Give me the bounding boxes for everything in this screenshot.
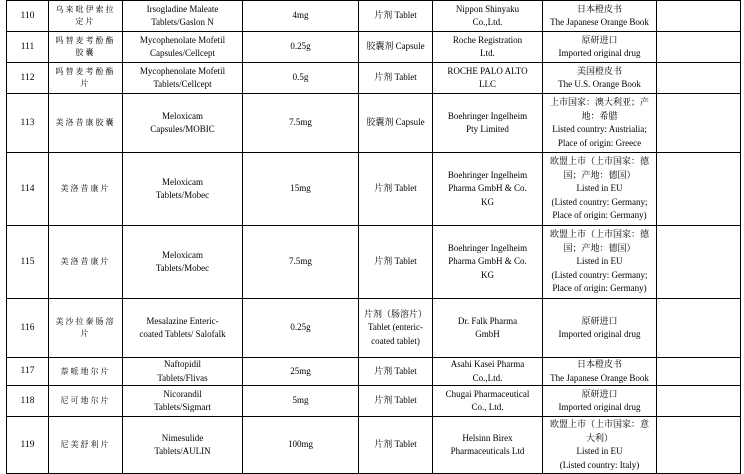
dosage-form-cell	[359, 386, 433, 417]
reference-source-cell	[543, 226, 657, 299]
reference-source-cell-line: 国；产地：德国）	[563, 169, 636, 180]
license-holder-cell-line: Pty Limited	[466, 124, 509, 134]
license-holder-cell-line: Co., Ltd.	[471, 402, 504, 412]
chinese-name-cell	[49, 299, 123, 358]
row-number-cell: 114	[7, 153, 49, 226]
specification-cell: 7.5mg	[243, 226, 359, 299]
specification-cell: 5mg	[243, 386, 359, 417]
dosage-form-cell	[359, 417, 433, 474]
english-name-cell-line: Tablets/Cellcept	[153, 79, 212, 89]
license-holder-cell-line: Roche Registration	[452, 34, 523, 45]
chinese-name-cell-line: 美洛昔康胶囊	[55, 118, 116, 127]
reference-source-cell-line: Listed in EU	[576, 446, 623, 456]
reference-source-cell	[543, 358, 657, 386]
reference-source-cell-line: 美国橙皮书	[576, 65, 622, 76]
english-name-cell-line: Mesalazine Enteric-	[146, 315, 219, 326]
specification-cell: 4mg	[243, 1, 359, 32]
reference-source-cell-line: Listed in EU	[576, 256, 623, 267]
english-name-cell-line: Tablets/Sigmart	[154, 402, 211, 412]
chinese-name-cell	[49, 386, 123, 417]
license-holder-cell	[433, 1, 543, 32]
table-row	[7, 386, 741, 417]
reference-source-cell-line: 原研进口	[581, 388, 618, 399]
chinese-name-cell-line: 定片	[75, 17, 96, 26]
empty-cell	[657, 358, 741, 386]
reference-source-cell-line: Place of origin: Germany)	[552, 210, 647, 221]
english-name-cell	[123, 1, 243, 32]
reference-source-cell-line: 国；产地：德国）	[563, 242, 636, 253]
reference-source-cell	[543, 299, 657, 358]
reference-source-cell-line: 欧盟上市（上市国家：德	[549, 156, 649, 167]
license-holder-cell-line: GmbH	[475, 329, 500, 339]
chinese-name-cell-line: 尼可地尔片	[60, 396, 111, 405]
license-holder-cell-line: Boehringer Ingelheim	[447, 110, 528, 121]
english-name-cell-line: Irsogladine Maleate	[146, 3, 219, 14]
english-name-cell-line: Capsules/Cellcept	[150, 48, 215, 58]
dosage-form-cell	[359, 1, 433, 32]
table-row	[7, 94, 741, 153]
english-name-cell	[123, 63, 243, 94]
english-name-cell-line: Meloxicam	[162, 110, 203, 121]
dosage-form-cell	[359, 94, 433, 153]
license-holder-cell-line: Dr. Falk Pharma	[457, 315, 518, 326]
empty-cell	[657, 94, 741, 153]
specification-cell: 0.5g	[243, 63, 359, 94]
license-holder-cell	[433, 94, 543, 153]
license-holder-cell	[433, 226, 543, 299]
table-row	[7, 417, 741, 474]
reference-source-cell-line: The Japanese Orange Book	[550, 17, 649, 27]
english-name-cell-line: Mycophenolate Mofetil	[139, 65, 226, 76]
chinese-name-cell	[49, 153, 123, 226]
dosage-form-cell-line: 胶囊剂 Capsule	[366, 117, 425, 128]
specification-cell: 0.25g	[243, 32, 359, 63]
english-name-cell-line: Tablets/Mobec	[155, 263, 210, 273]
table-row	[7, 299, 741, 358]
row-number-cell: 117	[7, 358, 49, 386]
empty-cell	[657, 226, 741, 299]
table-row	[7, 226, 741, 299]
english-name-cell-line: Tablets/Flivas	[157, 372, 208, 383]
english-name-cell-line: Tablets/Gaslon N	[151, 17, 214, 27]
reference-source-cell	[543, 417, 657, 474]
dosage-form-cell-line: coated tablet)	[371, 335, 420, 346]
english-name-cell-line: Naftopidil	[164, 359, 201, 369]
chinese-name-cell	[49, 32, 123, 63]
chinese-name-cell-line: 美洛昔康片	[60, 257, 111, 266]
empty-cell	[657, 1, 741, 32]
english-name-cell	[123, 153, 243, 226]
english-name-cell	[123, 32, 243, 63]
dosage-form-cell-line: 片剂 Tablet	[374, 183, 417, 194]
license-holder-cell-line: ROCHE PALO ALTO	[447, 65, 528, 76]
reference-source-cell-line: (Listed country: Italy)	[559, 459, 640, 470]
empty-cell	[657, 299, 741, 358]
license-holder-cell-line: Chugai Pharmaceutical	[445, 388, 530, 399]
empty-cell	[657, 63, 741, 94]
english-name-cell-line: Nicorandil	[163, 388, 202, 399]
reference-source-cell	[543, 32, 657, 63]
english-name-cell	[123, 417, 243, 474]
dosage-form-cell-line: 片剂 Tablet	[374, 439, 417, 450]
row-number-cell: 118	[7, 386, 49, 417]
reference-source-cell-line: 大利）	[585, 432, 613, 443]
english-name-cell-line: Tablets/Mobec	[155, 190, 210, 200]
table-row	[7, 1, 741, 32]
empty-cell	[657, 417, 741, 474]
license-holder-cell	[433, 417, 543, 474]
reference-source-cell-line: Listed country: Austrialia;	[552, 124, 647, 134]
chinese-name-cell-line: 美洛昔康片	[60, 184, 111, 193]
license-holder-cell-line: Pharma GmbH & Co.	[448, 183, 527, 194]
dosage-form-cell-line: 片剂 Tablet	[374, 72, 417, 83]
reference-source-cell-line: Imported original drug	[558, 48, 641, 58]
reference-source-cell-line: 上市国家：澳大利亚；产	[549, 97, 649, 107]
reference-source-cell-line: 地：希腊	[581, 110, 618, 121]
row-number-cell: 111	[7, 32, 49, 63]
specification-cell: 7.5mg	[243, 94, 359, 153]
reference-source-cell-line: 日本橙皮书	[576, 359, 622, 369]
reference-source-cell-line: Place of origin: Greece	[557, 137, 642, 148]
license-holder-cell-line: Co.,Ltd.	[472, 372, 503, 383]
reference-source-cell-line: Place of origin: Germany)	[552, 283, 647, 294]
license-holder-cell-line: Pharmaceuticals Ltd	[450, 446, 525, 456]
license-holder-cell-line: Boehringer Ingelheim	[447, 169, 528, 180]
row-number-cell: 110	[7, 1, 49, 32]
dosage-form-cell	[359, 226, 433, 299]
reference-source-cell	[543, 63, 657, 94]
empty-cell	[657, 153, 741, 226]
license-holder-cell-line: LLC	[479, 79, 496, 89]
license-holder-cell	[433, 386, 543, 417]
dosage-form-cell-line: Tablet (enteric-	[367, 322, 424, 333]
specification-cell: 25mg	[243, 358, 359, 386]
chinese-name-cell-line: 吗替麦考酚酯	[55, 36, 116, 45]
license-holder-cell-line: Boehringer Ingelheim	[447, 242, 528, 253]
chinese-name-cell	[49, 417, 123, 474]
chinese-name-cell	[49, 1, 123, 32]
dosage-form-cell	[359, 358, 433, 386]
specification-cell: 15mg	[243, 153, 359, 226]
english-name-cell	[123, 226, 243, 299]
english-name-cell-line: Nimesulide	[161, 432, 204, 443]
license-holder-cell-line: Co.,Ltd.	[472, 17, 503, 27]
license-holder-cell	[433, 153, 543, 226]
chinese-name-cell	[49, 63, 123, 94]
chinese-name-cell-line: 美沙拉秦肠溶	[55, 317, 116, 326]
table-row	[7, 63, 741, 94]
reference-source-cell-line: 欧盟上市（上市国家：德	[549, 229, 649, 240]
license-holder-cell-line: KG	[481, 196, 494, 207]
chinese-name-cell-line: 萘哌地尔片	[60, 366, 111, 376]
row-number-cell: 115	[7, 226, 49, 299]
dosage-form-cell-line: 片剂 Tablet	[374, 395, 417, 406]
english-name-cell-line: Mycophenolate Mofetil	[139, 34, 226, 45]
license-holder-cell-line: Pharma GmbH & Co.	[448, 256, 527, 267]
license-holder-cell	[433, 358, 543, 386]
english-name-cell-line: Capsules/MOBIC	[150, 124, 215, 134]
license-holder-cell-line: Nippon Shinyaku	[455, 3, 520, 14]
license-holder-cell-line: Helsinn Birex	[462, 432, 513, 443]
reference-source-cell	[543, 153, 657, 226]
reference-source-cell-line: 欧盟上市（上市国家：意	[549, 419, 649, 429]
dosage-form-cell-line: 片剂 Tablet	[374, 365, 417, 376]
english-name-cell	[123, 386, 243, 417]
license-holder-cell-line: Ltd.	[480, 48, 495, 58]
reference-source-cell-line: The Japanese Orange Book	[550, 372, 649, 383]
reference-source-cell	[543, 386, 657, 417]
english-name-cell-line: coated Tablets/ Salofalk	[139, 329, 226, 339]
license-holder-cell	[433, 299, 543, 358]
reference-source-cell	[543, 1, 657, 32]
reference-source-cell-line: (Listed country: Germany;	[551, 269, 648, 280]
empty-cell	[657, 386, 741, 417]
table-row	[7, 358, 741, 386]
chinese-name-cell-line: 尼美舒利片	[60, 440, 111, 449]
license-holder-cell-line: KG	[481, 269, 494, 280]
chinese-name-cell	[49, 358, 123, 386]
reference-source-cell-line: The U.S. Orange Book	[558, 79, 641, 89]
english-name-cell	[123, 94, 243, 153]
reference-source-cell-line: (Listed country: Germany;	[551, 196, 648, 207]
english-name-cell	[123, 358, 243, 386]
chinese-name-cell-line: 吗替麦考酚酯	[55, 67, 116, 76]
table-row	[7, 153, 741, 226]
row-number-cell: 119	[7, 417, 49, 474]
dosage-form-cell	[359, 299, 433, 358]
english-name-cell-line: Meloxicam	[162, 249, 203, 260]
reference-source-cell-line: Listed in EU	[576, 183, 623, 194]
dosage-form-cell	[359, 153, 433, 226]
chinese-name-cell	[49, 94, 123, 153]
chinese-name-cell	[49, 226, 123, 299]
chinese-name-cell-line: 胶囊	[75, 48, 96, 57]
dosage-form-cell-line: 片剂（肠溶片）	[363, 308, 427, 319]
license-holder-cell	[433, 32, 543, 63]
reference-source-cell-line: Imported original drug	[558, 329, 641, 339]
table-body	[7, 1, 741, 474]
dosage-form-cell	[359, 63, 433, 94]
english-name-cell-line: Tablets/AULIN	[154, 446, 211, 456]
chinese-name-cell-line: 片	[80, 329, 91, 338]
reference-source-cell-line: 日本橙皮书	[576, 3, 622, 14]
empty-cell	[657, 32, 741, 63]
dosage-form-cell-line: 片剂 Tablet	[374, 256, 417, 267]
english-name-cell	[123, 299, 243, 358]
row-number-cell: 112	[7, 63, 49, 94]
row-number-cell: 116	[7, 299, 49, 358]
reference-source-cell-line: Imported original drug	[558, 402, 641, 412]
license-holder-cell	[433, 63, 543, 94]
english-name-cell-line: Meloxicam	[162, 176, 203, 187]
specification-cell: 100mg	[243, 417, 359, 474]
reference-source-cell	[543, 94, 657, 153]
chinese-name-cell-line: 乌来吡伊索拉	[55, 5, 116, 14]
reference-source-cell-line: 原研进口	[581, 34, 618, 45]
reference-source-cell-line: 原研进口	[581, 315, 618, 326]
drug-reference-table	[6, 0, 741, 474]
specification-cell: 0.25g	[243, 299, 359, 358]
row-number-cell: 113	[7, 94, 49, 153]
dosage-form-cell-line: 片剂 Tablet	[374, 10, 417, 21]
license-holder-cell-line: Asahi Kasei Pharma	[450, 359, 525, 369]
dosage-form-cell-line: 胶囊剂 Capsule	[366, 41, 425, 52]
dosage-form-cell	[359, 32, 433, 63]
table-row	[7, 32, 741, 63]
chinese-name-cell-line: 片	[80, 79, 91, 88]
